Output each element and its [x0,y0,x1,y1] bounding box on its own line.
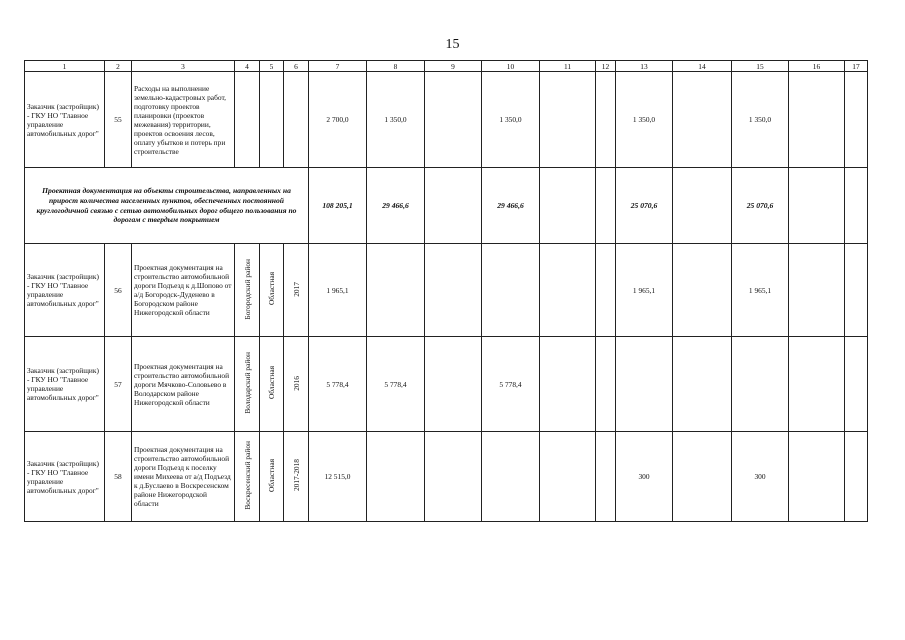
section-value-10: 29 466,6 [482,168,540,244]
years-cell: 2017 [284,244,309,337]
value-cell-8: 1 350,0 [367,72,425,168]
value-cell-12 [596,244,616,337]
district-cell: Володарский район [235,337,260,432]
column-header: 1 [25,61,105,72]
column-header: 3 [132,61,235,72]
section-value-7: 108 205,1 [309,168,367,244]
value-cell-12 [596,337,616,432]
column-header: 11 [540,61,596,72]
description-cell: Расходы на выполнение земельно-кадастровых работ, подготовку проектов планировки (проектов межевания) территории, проектов освоения лесов, оплату убытков и потерь при строительстве [132,72,235,168]
value-cell-13: 300 [616,432,673,522]
description-cell: Проектная документация на строительство автомобильной дороги Подъезд к поселку имени Михеева от а/д Подъезд к д.Буслаево в Воскресенском районе Нижегородской области [132,432,235,522]
row-number-cell: 55 [105,72,132,168]
value-cell-12 [596,432,616,522]
district-cell: Воскресенский район [235,432,260,522]
value-cell-15: 1 350,0 [732,72,789,168]
value-cell-15 [732,337,789,432]
value-cell-14 [673,337,732,432]
level-cell: Областная [260,337,284,432]
section-value-17 [845,168,868,244]
level-cell: Областная [260,432,284,522]
row-number-cell: 57 [105,337,132,432]
district-cell [235,72,260,168]
column-header: 16 [789,61,845,72]
column-header: 17 [845,61,868,72]
value-cell-7: 1 965,1 [309,244,367,337]
level-cell: Областная [260,244,284,337]
district-cell: Богородский район [235,244,260,337]
table-row [25,432,868,522]
value-cell-10: 1 350,0 [482,72,540,168]
value-cell-16 [789,337,845,432]
value-cell-10 [482,244,540,337]
value-cell-10 [482,432,540,522]
column-header: 5 [260,61,284,72]
value-cell-17 [845,432,868,522]
value-cell-14 [673,432,732,522]
row-number-cell: 58 [105,432,132,522]
value-cell-15: 300 [732,432,789,522]
value-cell-9 [425,72,482,168]
value-cell-9 [425,432,482,522]
column-header: 13 [616,61,673,72]
value-cell-7: 2 700,0 [309,72,367,168]
value-cell-13: 1 965,1 [616,244,673,337]
table-row [25,72,868,168]
value-cell-10: 5 778,4 [482,337,540,432]
column-header: 9 [425,61,482,72]
column-header: 15 [732,61,789,72]
column-header: 6 [284,61,309,72]
section-title: Проектная документация на объекты строительства, направленных на прирост количества населенных пунктов, обеспеченных постоянной круглогодичной связью с сетью автомобильных дорог общего пользования по дорогам с твердым покрытием [25,168,309,244]
value-cell-8 [367,244,425,337]
value-cell-11 [540,72,596,168]
section-value-12 [596,168,616,244]
section-row [25,168,868,244]
column-number-row [25,61,868,72]
value-cell-9 [425,244,482,337]
value-cell-11 [540,337,596,432]
table-row [25,244,868,337]
customer-cell: Заказчик (застройщик) - ГКУ НО "Главное управление автомобильных дорог" [25,244,105,337]
value-cell-11 [540,432,596,522]
value-cell-16 [789,244,845,337]
years-cell: 2017-2018 [284,432,309,522]
column-header: 4 [235,61,260,72]
program-table [24,60,868,522]
value-cell-9 [425,337,482,432]
value-cell-13 [616,337,673,432]
value-cell-15: 1 965,1 [732,244,789,337]
column-header: 12 [596,61,616,72]
description-cell: Проектная документация на строительство автомобильной дороги Мячково-Соловьево в Володарском районе Нижегородской области [132,337,235,432]
section-value-13: 25 070,6 [616,168,673,244]
value-cell-14 [673,244,732,337]
description-cell: Проектная документация на строительство автомобильной дороги Подъезд к д.Шопово от а/д Богородск-Дуденево в Богородском районе Нижегородской области [132,244,235,337]
column-header: 10 [482,61,540,72]
column-header: 2 [105,61,132,72]
years-cell: 2016 [284,337,309,432]
value-cell-7: 5 778,4 [309,337,367,432]
column-header: 14 [673,61,732,72]
value-cell-8 [367,432,425,522]
column-header: 7 [309,61,367,72]
value-cell-13: 1 350,0 [616,72,673,168]
section-value-14 [673,168,732,244]
value-cell-11 [540,244,596,337]
section-value-8: 29 466,6 [367,168,425,244]
value-cell-16 [789,72,845,168]
value-cell-17 [845,72,868,168]
section-value-9 [425,168,482,244]
page-number: 15 [445,37,460,52]
value-cell-16 [789,432,845,522]
customer-cell: Заказчик (застройщик) - ГКУ НО "Главное управление автомобильных дорог" [25,337,105,432]
section-value-15: 25 070,6 [732,168,789,244]
customer-cell: Заказчик (застройщик) - ГКУ НО "Главное управление автомобильных дорог" [25,72,105,168]
customer-cell: Заказчик (застройщик) - ГКУ НО "Главное управление автомобильных дорог" [25,432,105,522]
years-cell [284,72,309,168]
section-value-16 [789,168,845,244]
value-cell-17 [845,244,868,337]
row-number-cell: 56 [105,244,132,337]
value-cell-14 [673,72,732,168]
column-header: 8 [367,61,425,72]
section-value-11 [540,168,596,244]
value-cell-12 [596,72,616,168]
value-cell-8: 5 778,4 [367,337,425,432]
level-cell [260,72,284,168]
table-row [25,337,868,432]
value-cell-7: 12 515,0 [309,432,367,522]
value-cell-17 [845,337,868,432]
